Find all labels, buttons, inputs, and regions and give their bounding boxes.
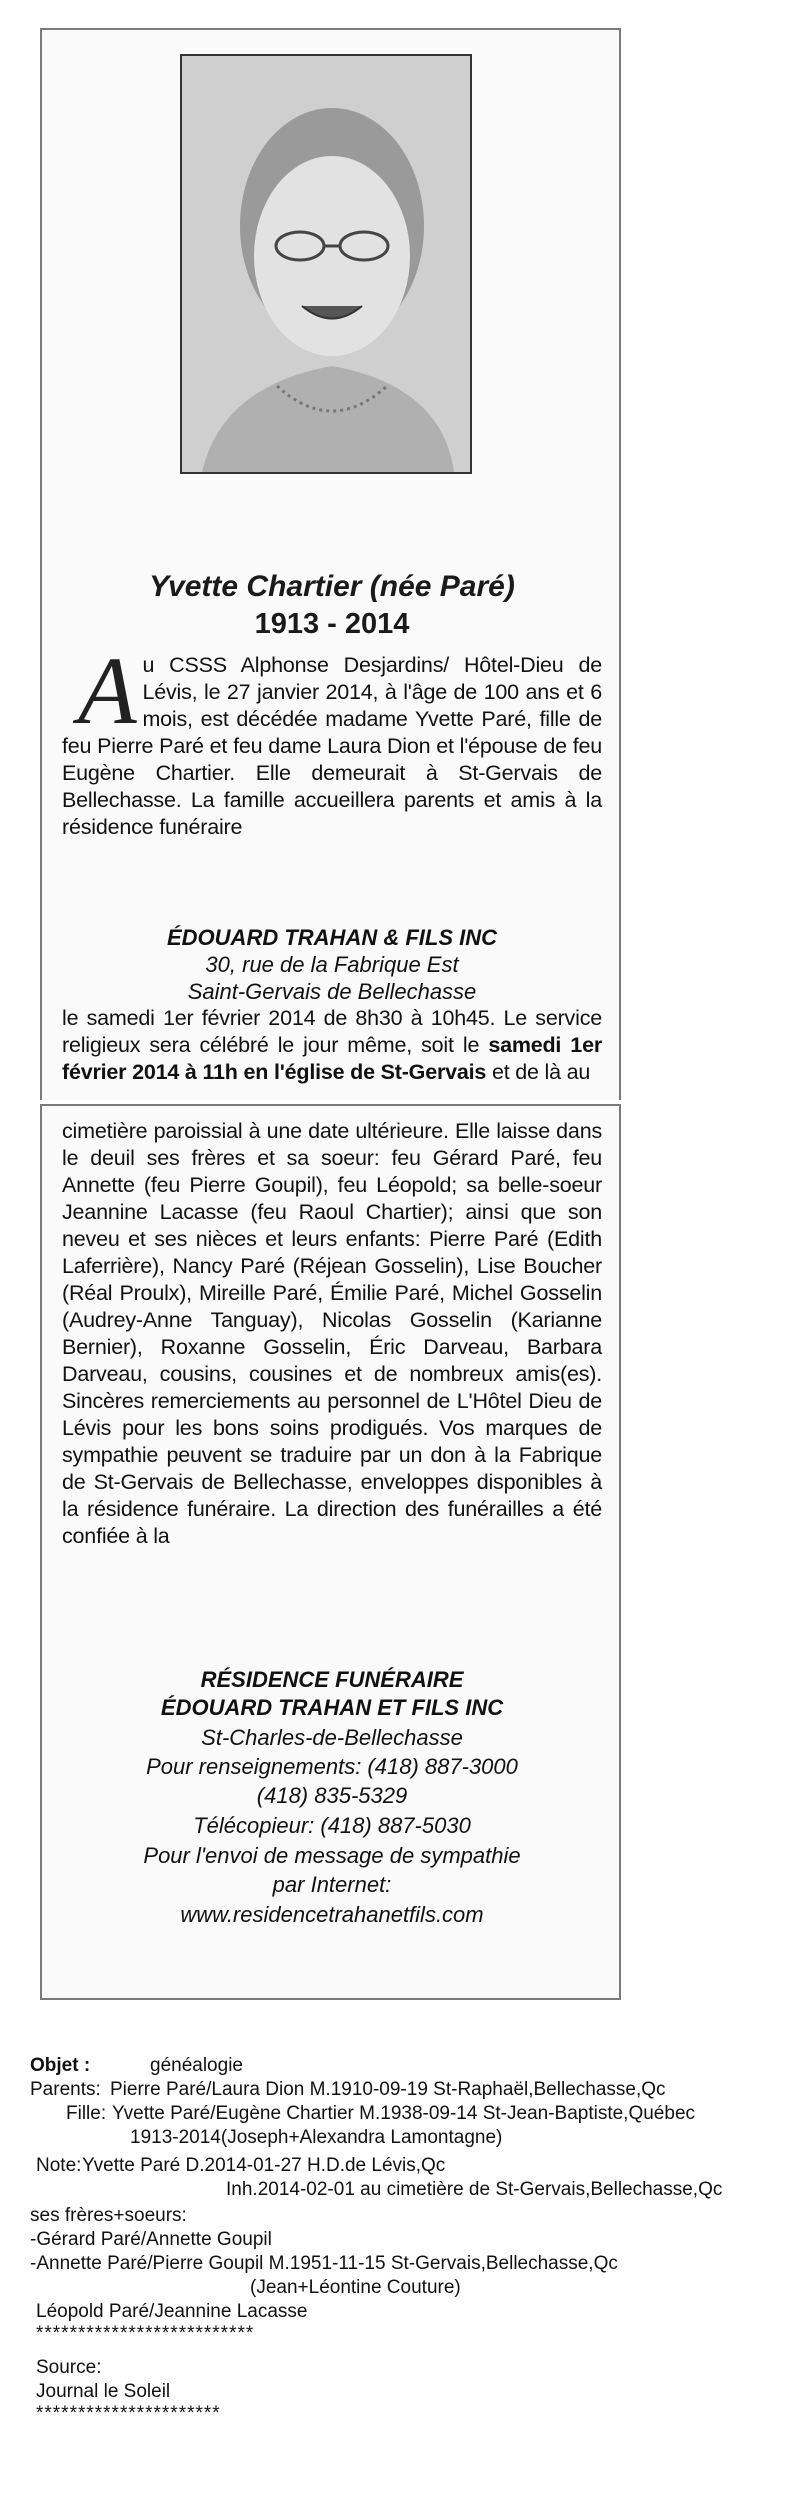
parents-label: Parents: <box>30 2079 101 2100</box>
life-years: 1913 - 2014 <box>254 608 410 640</box>
note-label: Note: <box>36 2155 82 2176</box>
fax-line: Télécopieur: (418) 887-5030 <box>193 1813 471 1838</box>
funeral-home-name: ÉDOUARD TRAHAN & FILS INC <box>167 925 497 950</box>
obituary-clipping-bottom <box>40 1104 621 2000</box>
sympathy-line-1: Pour l'envoi de message de sympathie <box>143 1843 521 1868</box>
objet-value: généalogie <box>150 2055 243 2076</box>
service-details: le samedi 1er février 2014 de 8h30 à 10h45. Le service religieux sera célébré le jour même, soit le samedi 1er février 2014 à 11h en l'église de St-Gervais et de là au <box>62 1006 602 1084</box>
phone-line-1: Pour renseignements: (418) 887-3000 <box>146 1754 518 1779</box>
sibling-2: -Annette Paré/Pierre Goupil M.1951-11-15 St-Gervais,Bellechasse,Qc <box>30 2253 618 2274</box>
obituary-paragraph-1: Au CSSS Alphonse Desjardins/ Hôtel-Dieu de Lévis, le 27 janvier 2014, à l'âge de 100 ans et 6 mois, est décédée madame Yvette Paré, fille de feu Pierre Paré et feu dame Laura Dion et l'épouse de feu Eugène Chartier. Elle demeurait à St-Gervais de Bellechasse. La famille accueillera parents et amis à la résidence funéraire <box>62 637 602 839</box>
portrait-icon <box>182 56 470 472</box>
source-value: Journal le Soleil <box>36 2381 171 2402</box>
separator-stars-2: ********************** <box>36 2403 221 2424</box>
source-label: Source: <box>36 2357 102 2378</box>
website-link: www.residencetrahanetfils.com <box>180 1902 484 1927</box>
obituary-clipping-top <box>40 28 621 1100</box>
note-value-2: Inh.2014-02-01 au cimetière de St-Gervais,Bellechasse,Qc <box>226 2179 723 2200</box>
funeral-home-address: 30, rue de la Fabrique Est <box>205 952 459 977</box>
portrait-photo <box>180 54 472 474</box>
sibling-3: Léopold Paré/Jeannine Lacasse <box>36 2301 308 2322</box>
fille-value: Yvette Paré/Eugène Chartier M.1938-09-14 St-Jean-Baptiste,Québec <box>112 2103 696 2124</box>
note-value: Yvette Paré D.2014-01-27 H.D.de Lévis,Qc <box>82 2155 446 2176</box>
phone-line-2: (418) 835-5329 <box>256 1783 408 1808</box>
sibling-1: -Gérard Paré/Annette Goupil <box>30 2229 272 2250</box>
obituary-paragraph-2: cimetière paroissial à une date ultérieure. Elle laisse dans le deuil ses frères et sa soeur: feu Gérard Paré, feu Annette (feu Pierre Goupil), feu Léopold; sa belle-soeur Jeannine Lacasse (feu Raoul Chartier); ainsi que son neveu et ses nièces et leurs enfants: Pierre Paré (Edith Laferrière), Nancy Paré (Réjean Gosselin), Lise Boucher (Réal Proulx), Mireille Paré, Émilie Paré, Michel Gosselin (Audrey-Anne Tanguay), Nicolas Gosselin (Karianne Bernier), Roxanne Gosselin, Éric Darveau, Barbara Darveau, cousins, cousines et de nombreux amis(es). Sincères remerciements au personnel de L'Hôtel Dieu de Lévis pour les bons soins prodigués. Vos marques de sympathie peuvent se traduire par un don à la Fabrique de St-Gervais de Bellechasse, enveloppes disponibles à la résidence funéraire. La direction des funérailles a été confiée à la <box>62 1119 602 1548</box>
sibling-2-parents: (Jean+Léontine Couture) <box>250 2277 461 2298</box>
objet-label: Objet : <box>30 2055 91 2076</box>
residence-line-1: RÉSIDENCE FUNÉRAIRE <box>200 1667 464 1692</box>
residence-line-2: ÉDOUARD TRAHAN ET FILS INC <box>160 1695 504 1720</box>
deceased-name: Yvette Chartier (née Paré) <box>149 570 515 603</box>
sympathy-line-2: par Internet: <box>272 1872 392 1897</box>
separator-stars-1: ************************** <box>36 2323 255 2344</box>
fille-label: Fille: <box>66 2103 107 2124</box>
drop-cap: A <box>78 637 137 744</box>
residence-city: St-Charles-de-Bellechasse <box>201 1725 463 1750</box>
funeral-home-city: Saint-Gervais de Bellechasse <box>187 979 477 1004</box>
siblings-header: ses frères+soeurs: <box>30 2205 187 2226</box>
fille-value-2: 1913-2014(Joseph+Alexandra Lamontagne) <box>130 2127 503 2148</box>
parents-value: Pierre Paré/Laura Dion M.1910-09-19 St-Raphaël,Bellechasse,Qc <box>110 2079 666 2100</box>
genealogy-card <box>30 2055 770 2475</box>
